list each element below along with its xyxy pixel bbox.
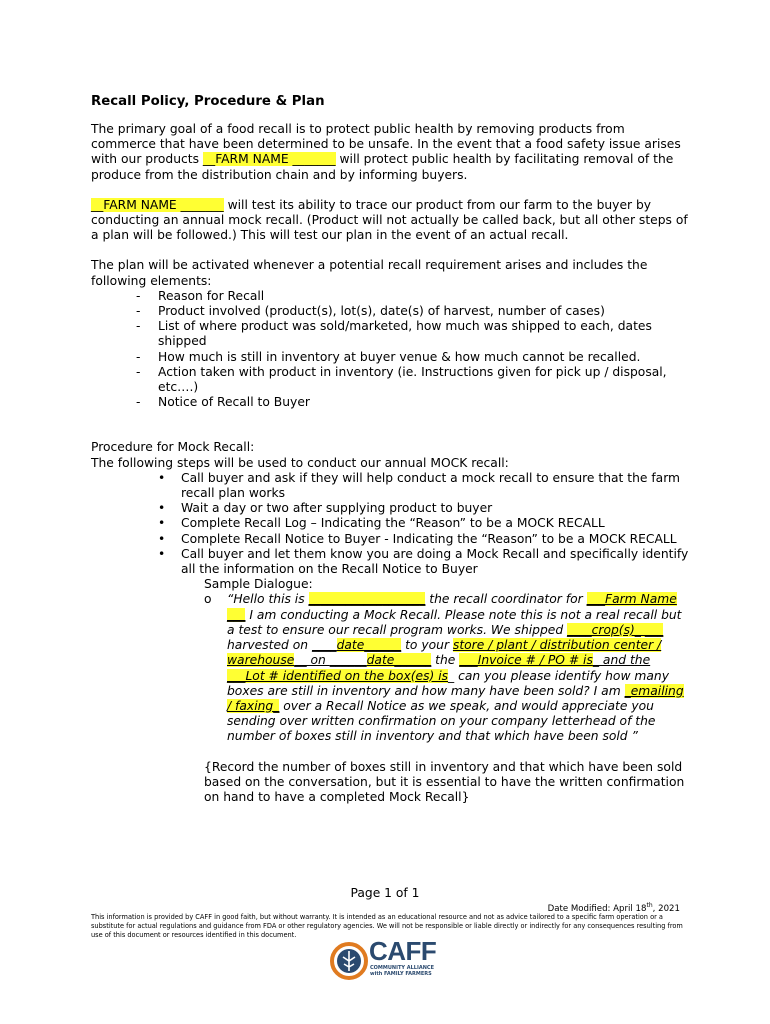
list-item: • Wait a day or two after supplying product to buyer — [181, 501, 691, 516]
logo-wordmark: CAFF — [369, 936, 437, 966]
dialogue-marker: o — [204, 592, 212, 607]
list-item: • Complete Recall Log – Indicating the “Reason” to be a MOCK RECALL — [181, 516, 691, 531]
document-body — [91, 93, 691, 805]
intro-text-b: will protect public health by facilitating removal of the produce from the distribution chain and by informing buyers. — [91, 152, 674, 182]
procedure-intro: The following steps will be used to conduct our annual MOCK recall: — [91, 455, 509, 470]
dialogue-text: “Hello this is — [227, 592, 309, 607]
caff-logo-icon — [329, 940, 369, 980]
name-blank: ___________________ — [308, 592, 426, 607]
dialogue-text: to your — [401, 638, 453, 653]
mock-recall-text: will test its ability to trace our product from our farm to the buyer by conducting an annual mock recall. (Product will not actually be called back, but all other steps of a plan will be followed.) This will test our plan in the event of an actual recall. — [91, 197, 688, 243]
date-year: , 2021 — [652, 903, 680, 914]
list-item: - List of where product was sold/marketed, how much was shipped to each, dates shipped — [158, 319, 691, 349]
mock-recall-paragraph — [91, 198, 691, 244]
list-item: - Notice of Recall to Buyer — [158, 395, 691, 410]
dialogue-text: over a Recall Notice as we speak, and would appreciate you sending over written confirmation on your company letterhead of the number of boxes still in inventory and that which have been sold ” — [227, 698, 656, 744]
plan-paragraph: The plan will be activated whenever a potential recall requirement arises and includes the following elements: — [91, 258, 648, 288]
dialogue-text: the — [431, 653, 460, 668]
list-item: • Complete Recall Notice to Buyer - Indicating the “Reason” to be a MOCK RECALL — [181, 532, 691, 547]
intro-paragraph — [91, 122, 691, 183]
crop-blank: ____crop(s)_ ___ — [567, 622, 664, 637]
farm-name-blank: __FARM NAME _______ — [91, 197, 224, 212]
dialogue-text: harvested on — [227, 638, 312, 653]
farm-name-blank: ___Farm Name ___ — [227, 592, 677, 622]
procedure-heading: Procedure for Mock Recall: — [91, 440, 255, 455]
date-blank: date______ — [366, 653, 432, 668]
intro-text-a: The primary goal of a food recall is to protect public health by removing products from commerce that have been determined to be unsafe. In the event that a food safety issue arises with our products — [91, 122, 681, 167]
disclaimer: This information is provided by CAFF in good faith, but without warranty. It is intended as an educational resource and not as advice tailored to a specific farm operation or a substitute for actual regulations and guidance from FDA or other regulatory agencies. We will not be responsible or liable directly or indirectly for any consequences resulting from use of this document or resources identified in this document. — [91, 913, 683, 939]
list-item: - Action taken with product in inventory (ie. Instructions given for pick up / disposal, etc….) — [158, 365, 691, 395]
list-item: • Call buyer and ask if they will help conduct a mock recall to ensure that the farm recall plan works — [181, 471, 691, 501]
date-blank: date______ — [336, 638, 402, 653]
logo-tagline-line1: COMMUNITY ALLIANCE — [370, 965, 434, 971]
record-note: {Record the number of boxes still in inventory and that which have been sold based on the conversation, but it is essential to have the written confirmation on hand to have a completed Mock Recall} — [204, 759, 685, 804]
dialogue-text: __ on — [294, 653, 330, 668]
logo-tagline-line2: with FAMILY FARMERS — [370, 971, 432, 977]
dialogue-text: _ can you please identify how many boxes are still in inventory and how many have been sold? I am — [227, 668, 669, 698]
sample-dialogue — [91, 592, 691, 744]
page-number: Page 1 of 1 — [350, 886, 420, 900]
invoice-blank: ___Invoice # / PO # is — [459, 653, 593, 668]
lot-blank: ___Lot # identified on the box(es) is — [227, 668, 449, 683]
dialogue-text: _ and the — [592, 653, 651, 668]
plan-elements-list — [91, 289, 691, 411]
dialogue-text: ______ — [329, 653, 367, 668]
dialogue-text: ____ — [311, 638, 337, 653]
date-text: Date Modified: April 18 — [547, 903, 647, 914]
dialogue-text: I am conducting a Mock Recall. Please note this is not a real recall but a test to ensure our recall program works. We shipped — [227, 607, 682, 637]
logo-tagline — [370, 965, 434, 977]
list-item: - How much is still in inventory at buyer venue & how much cannot be recalled. — [158, 350, 691, 365]
email-fax-blank: _emailing / faxing_ — [227, 683, 684, 713]
list-item: - Product involved (product(s), lot(s), date(s) of harvest, number of cases) — [158, 304, 691, 319]
list-item: • Call buyer and let them know you are doing a Mock Recall and specifically identify all the information on the Recall Notice to Buyer — [181, 547, 691, 577]
farm-name-blank: __FARM NAME _______ — [202, 152, 336, 167]
dialogue-text: the recall coordinator for — [425, 592, 587, 607]
document-title: Recall Policy, Procedure & Plan — [91, 94, 325, 109]
date-sup: th — [646, 902, 653, 909]
location-blank: store / plant / distribution center / warehouse — [227, 638, 662, 668]
list-item: - Reason for Recall — [158, 289, 691, 304]
caff-logo — [329, 936, 444, 982]
procedure-steps-list — [91, 471, 691, 577]
sample-dialogue-label: Sample Dialogue: — [204, 577, 313, 592]
